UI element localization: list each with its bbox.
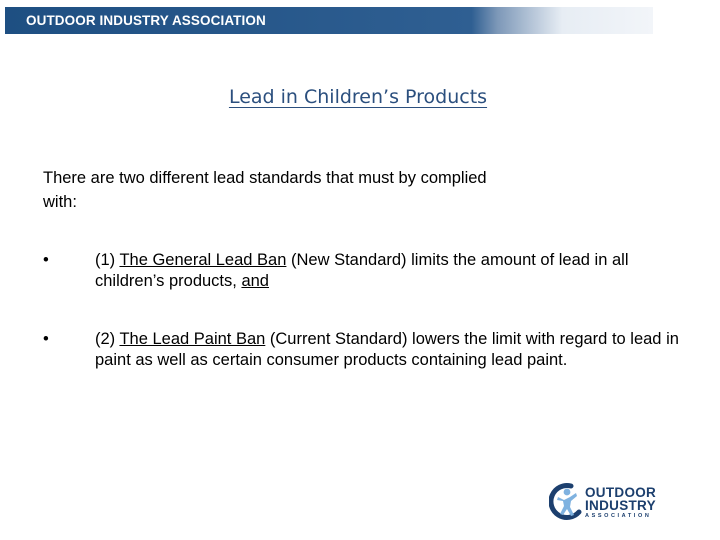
bullet-prefix: (2) — [95, 330, 120, 348]
header-brand: OUTDOOR INDUSTRY ASSOCIATION — [26, 13, 266, 28]
bullet-text — [95, 329, 685, 371]
bullet-standard-name: The General Lead Ban — [119, 251, 287, 269]
logo-wordmark — [585, 486, 656, 520]
bullet-prefix: (1) — [95, 251, 120, 269]
slide-title: Lead in Children’s Products — [228, 86, 488, 108]
bullet-marker: • — [43, 251, 49, 269]
bullet-marker: • — [43, 330, 49, 348]
header-bar — [5, 7, 653, 34]
slide-title-wrap — [0, 86, 720, 108]
logo-line-3: ASSOCIATION — [585, 513, 652, 519]
figure-logo-icon — [549, 482, 585, 520]
bullet-tail: and — [241, 272, 269, 290]
logo-line-1: OUTDOOR — [585, 485, 657, 500]
bullet-description: (Current Standard) lowers the limit with regard to lead in paint as well as certain consumer products containing lead paint. — [95, 330, 679, 369]
intro-text: There are two different lead standards that must by complied with: — [43, 169, 487, 211]
bullet-text — [95, 250, 685, 292]
logo-line-2: INDUSTRY — [585, 498, 656, 513]
oia-logo — [549, 482, 669, 524]
bullet-description: (New Standard) limits the amount of lead in all children’s products, — [95, 251, 629, 290]
bullet-standard-name: The Lead Paint Ban — [119, 330, 266, 348]
